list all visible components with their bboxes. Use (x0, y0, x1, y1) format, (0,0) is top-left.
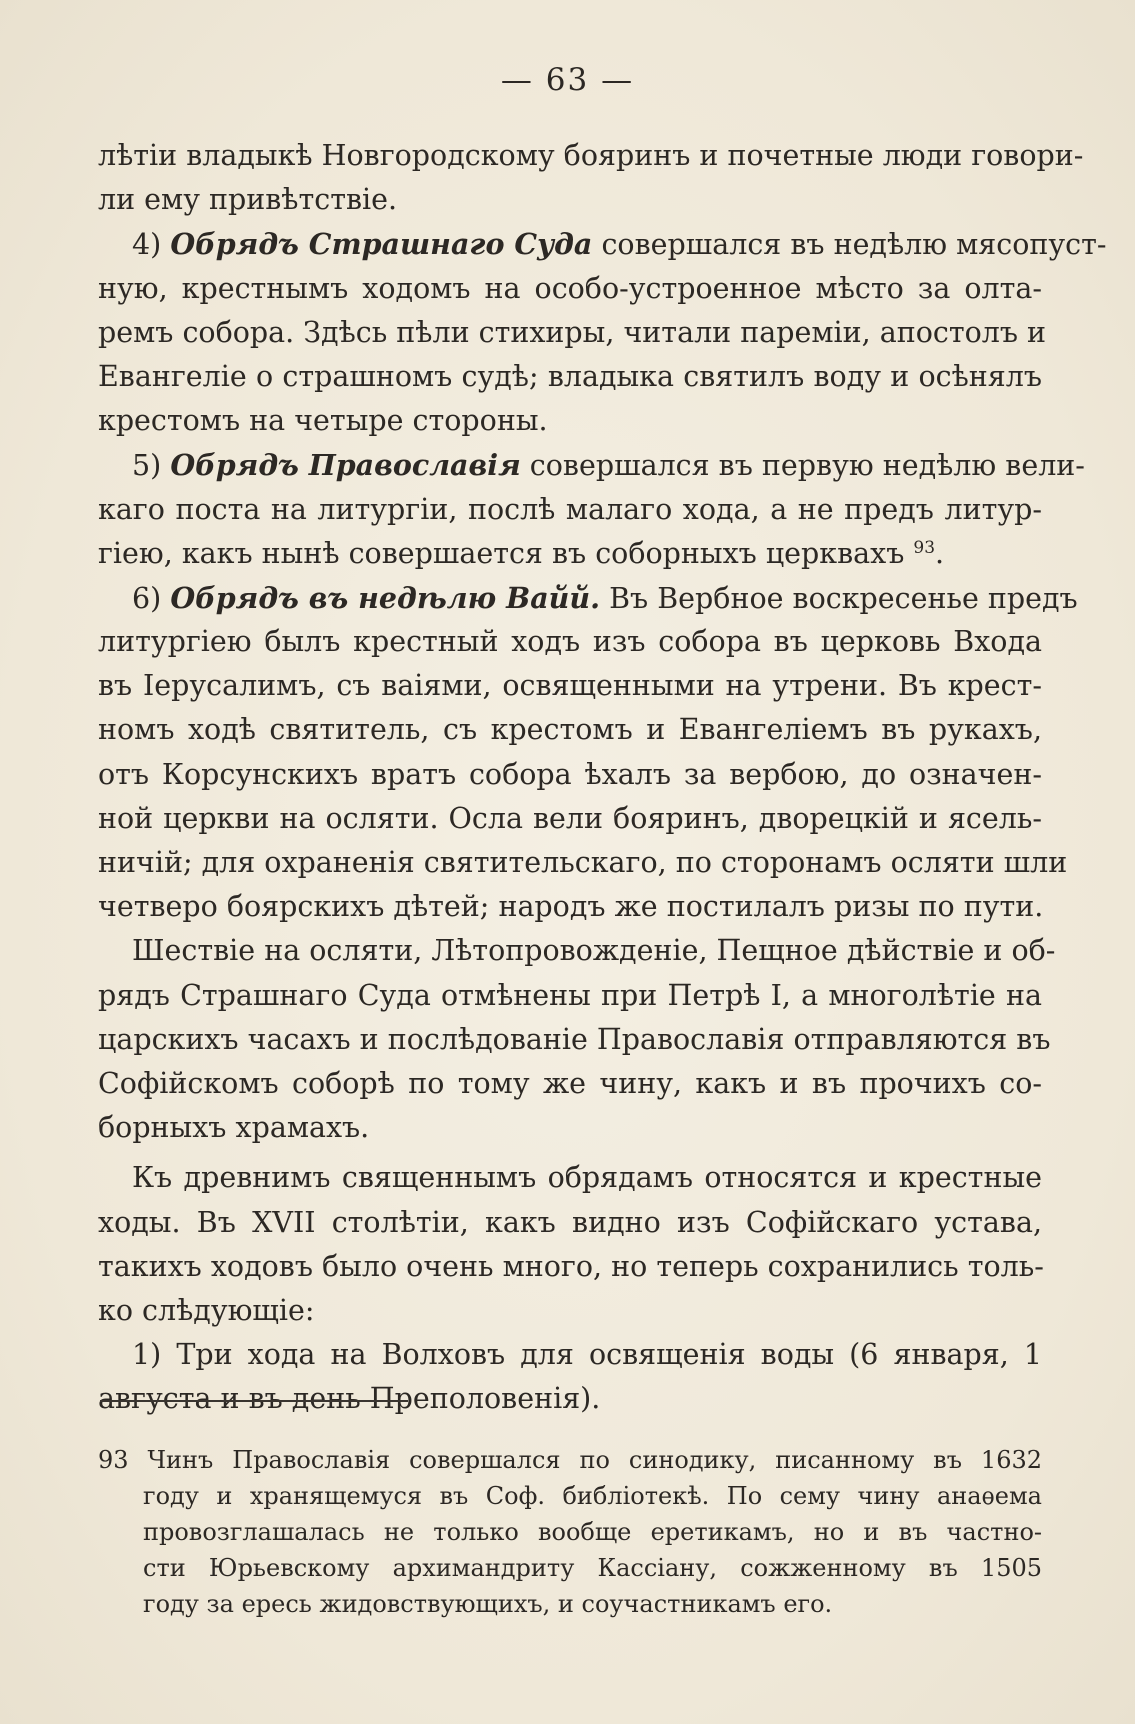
text-line-rite-4 (98, 222, 1107, 266)
item-number: 5) (132, 449, 171, 483)
footnote-divider (100, 1400, 408, 1402)
text-line: такихъ ходовъ было очень много, но теперь сохранились толь- (98, 1249, 1044, 1283)
rite-title: Обрядъ Православія (170, 448, 521, 483)
text-line: рядъ Страшнаго Суда отмѣнены при Петрѣ I, а многолѣтіе на (98, 978, 1042, 1012)
text-line: царскихъ часахъ и послѣдованіе Православія отправляются въ (98, 1022, 1051, 1056)
main-text (98, 134, 1107, 1421)
footnote-line: сти Юрьевскому архимандриту Кассіану, сожженному въ 1505 (143, 1554, 1042, 1582)
text-line: четверо боярскихъ дѣтей; народъ же постилалъ ризы по пути. (98, 890, 1044, 924)
text-line: литургіею былъ крестный ходъ изъ собора въ церковь Входа (98, 625, 1042, 659)
footnote-line: 93 Чинъ Православія совершался по синодику, писанному въ 1632 (98, 1446, 1042, 1474)
text-line: Шествіе на осляти, Лѣтопровожденіе, Пещное дѣйствіе и об- (132, 934, 1056, 968)
text-line-rite-5 (98, 443, 1085, 487)
text-line: отъ Корсунскихъ вратъ собора ѣхалъ за вербою, до означен- (98, 757, 1042, 791)
text-line: номъ ходѣ святитель, съ крестомъ и Евангеліемъ въ рукахъ, (98, 713, 1042, 747)
text-line: крестомъ на четыре стороны. (98, 404, 548, 438)
text-fragment: гіею, какъ нынѣ совершается въ соборныхъ церквахъ (98, 536, 914, 570)
text-line-rite-6 (98, 576, 1078, 620)
item-number: 4) (132, 228, 171, 262)
rite-title: Обрядъ Страшнаго Суда (170, 227, 593, 262)
text-line: ничій; для охраненія святительскаго, по сторонамъ осляти шли (98, 846, 1068, 879)
text-line: каго поста на литургіи, послѣ малаго хода, а не предъ литур- (98, 492, 1042, 526)
text-line: Къ древнимъ священнымъ обрядамъ относятся и крестные (132, 1161, 1042, 1195)
text-line (98, 532, 1042, 576)
footnote-line: году и хранящемуся въ Соф. библіотекѣ. По сему чину анаѳема (143, 1482, 1042, 1510)
text-fragment: совершался въ первую недѣлю вели- (520, 449, 1085, 483)
text-line: ли ему привѣтствіе. (98, 183, 398, 217)
text-line: ходы. Въ XVII столѣтіи, какъ видно изъ Софійскаго устава, (98, 1205, 1042, 1239)
text-fragment: совершался въ недѣлю мясопуст- (592, 228, 1107, 262)
text-line: ремъ собора. Здѣсь пѣли стихиры, читали пареміи, апостолъ и (98, 315, 1047, 349)
rite-title: Обрядъ въ недѣлю Вайй. (170, 580, 601, 615)
text-line: Евангеліе о страшномъ судѣ; владыка святилъ воду и осѣнялъ (98, 359, 1042, 393)
item-number: 6) (132, 581, 171, 615)
text-line: ную, крестнымъ ходомъ на особо-устроенное мѣсто за олта- (98, 271, 1042, 305)
text-line: борныхъ храмахъ. (98, 1111, 370, 1145)
text-line: ной церкви на осляти. Осла вели бояринъ, дворецкій и ясель- (98, 801, 1042, 835)
text-line: ко слѣдующіе: (98, 1293, 315, 1327)
text-line: лѣтіи владыкѣ Новгородскому бояринъ и почетные люди говори- (98, 139, 1084, 172)
text-line: августа и въ день Преполовенія). (98, 1382, 601, 1416)
text-line: Софійскомъ соборѣ по тому же чину, какъ и въ прочихъ со- (98, 1066, 1042, 1100)
page-number: — 63 — (500, 62, 635, 98)
text-fragment: Въ Вербное воскресенье предъ (600, 581, 1078, 615)
footnote-line: провозглашалась не только вообще еретикамъ, но и въ частно- (143, 1518, 1042, 1546)
text-line: въ Іерусалимъ, съ ваіями, освященными на утрени. Въ крест- (98, 669, 1042, 703)
text-fragment: . (935, 536, 945, 570)
footnote-reference[interactable]: 93 (913, 537, 936, 558)
footnote (98, 1442, 1042, 1622)
text-line: 1) Три хода на Волховъ для освященія воды (6 января, 1 (132, 1338, 1042, 1372)
footnote-line: году за ересь жидовствующихъ, и соучастникамъ его. (143, 1590, 833, 1618)
